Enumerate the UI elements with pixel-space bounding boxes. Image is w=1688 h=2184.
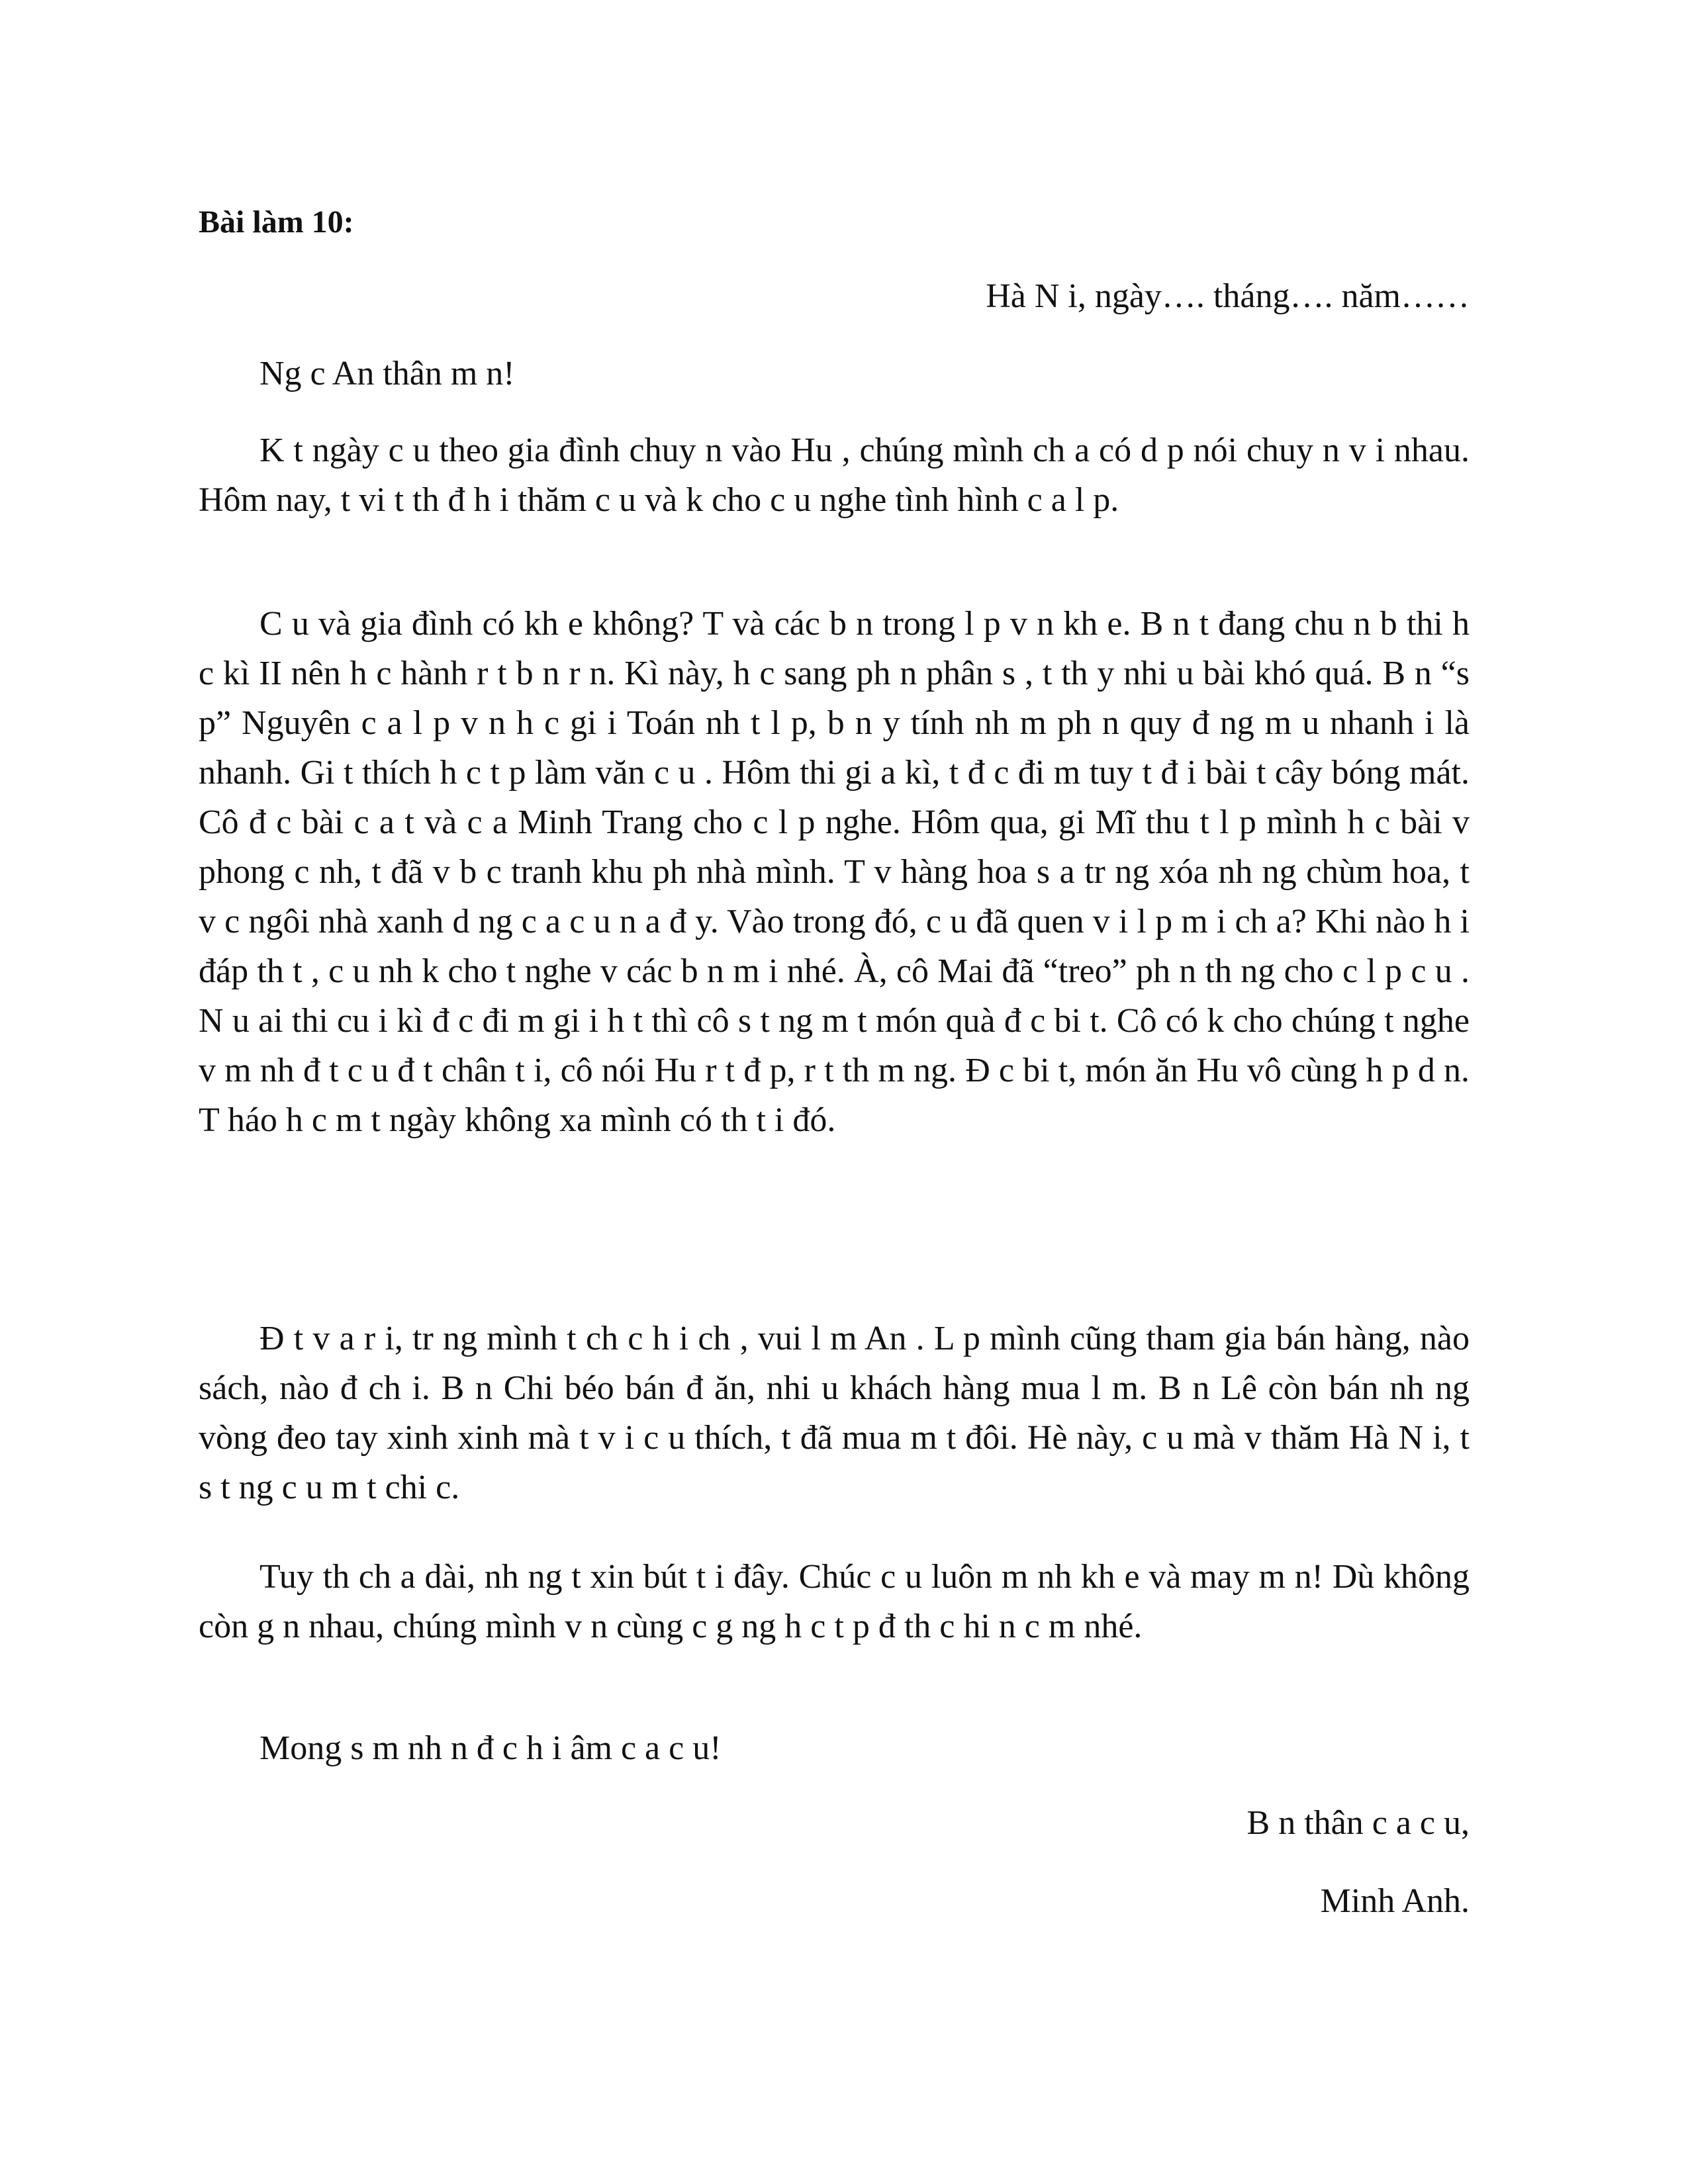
letter-paragraph: Đ t v a r i, tr ng mình t ch c h i ch , vui l m An . L p mình cũng tham gia bán hàng, nào sách, nào đ ch i. B n Chi béo bán đ ăn, nhi u khách hàng mua l m. B n Lê còn bán nh ng vòng đeo tay xinh xinh mà t v i c u thích, t đã mua m t đôi. Hè này, c u mà v thăm Hà N i, t s t ng c u m t chi c. — [199, 1320, 1470, 1506]
letter-closing: Mong s m nh n đ c h i âm c a c u! — [259, 1729, 722, 1767]
letter-dateline: Hà N i, ngày…. tháng…. năm…… — [986, 277, 1470, 315]
letter-paragraph: Tuy th ch a dài, nh ng t xin bút t i đây. Chúc c u luôn m nh kh e và may m n! Dù không còn g n nhau, chúng mình v n cùng c g ng h c t p đ th c hi n c m nhé. — [199, 1558, 1470, 1645]
signature-name: Minh Anh. — [1320, 1882, 1470, 1920]
letter-salutation: Ng c An thân m n! — [259, 355, 515, 392]
signature-line: B n thân c a c u, — [1246, 1804, 1470, 1842]
letter-paragraph: K t ngày c u theo gia đình chuy n vào Hu , chúng mình ch a có d p nói chuy n v i nhau. Hôm nay, t vi t th đ h i thăm c u và k cho c u nghe tình hình c a l p. — [199, 432, 1470, 519]
letter-paragraph: C u và gia đình có kh e không? T và các b n trong l p v n kh e. B n t đang chu n b thi h c kì II nên h c hành r t b n r n. Kì này, h c sang ph n phân s , t th y nhi u bài khó quá. B n “s p” Nguyên c a l p v n h c gi i Toán nh t l p, b n y tính nh m ph n quy đ ng m u nhanh i là nhanh. Gi t thích h c t p làm văn c u . Hôm thi gi a kì, t đ c đi m tuy t đ i bài t cây bóng mát. Cô đ c bài c a t và c a Minh Trang cho c l p nghe. Hôm qua, gi Mĩ thu t l p mình h c bài v phong c nh, t đã v b c tranh khu ph nhà mình. T v hàng hoa s a tr ng xóa nh ng chùm hoa, t v c ngôi nhà xanh d ng c a c u n a đ y. Vào trong đó, c u đã quen v i l p m i ch a? Khi nào h i đáp th t , c u nh k cho t nghe v các b n m i nhé. À, cô Mai đã “treo” ph n th ng cho c l p c u . N u ai thi cu i kì đ c đi m gi i h t thì cô s t ng m t món quà đ c bi t. Cô có k cho chúng t nghe v m nh đ t c u đ t chân t i, cô nói Hu r t đ p, r t th m ng. Đ c bi t, món ăn Hu vô cùng h p d n. T háo h c m t ngày không xa mình có th t i đó. — [199, 605, 1470, 1139]
exercise-heading: Bài làm 10: — [199, 205, 354, 240]
